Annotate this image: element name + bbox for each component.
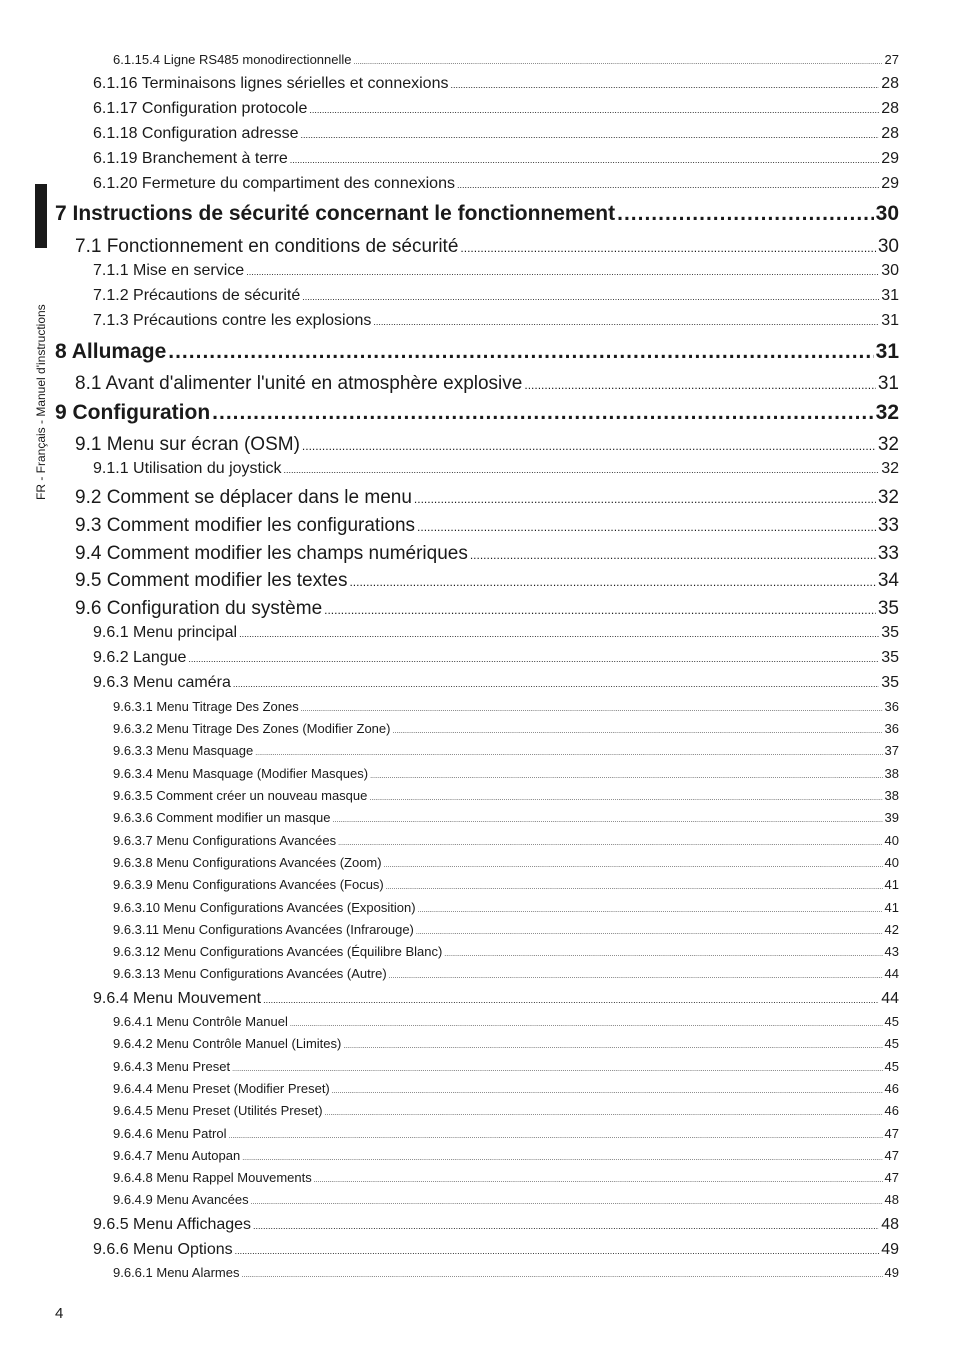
toc-entry-title: 9.6.3.6 Comment modifier un masque — [113, 810, 331, 825]
toc-entry-level-4[interactable] — [113, 1059, 899, 1074]
toc-entry-page: 32 — [877, 487, 899, 508]
toc-leader-dots — [255, 743, 882, 758]
toc-leader-dots — [325, 1103, 883, 1118]
toc-entry-level-2[interactable] — [75, 543, 899, 565]
toc-entry-level-3[interactable] — [93, 624, 899, 642]
toc-entry-title: 9.6.1 Menu principal — [93, 624, 238, 641]
toc-leader-dots — [332, 1081, 883, 1096]
toc-entry-title: 7.1.1 Mise en service — [93, 262, 245, 279]
toc-entry-level-4[interactable] — [113, 1014, 899, 1029]
toc-entry-page: 35 — [881, 624, 899, 641]
toc-entry-level-4[interactable] — [113, 721, 899, 736]
toc-entry-title: 9.6.3.10 Menu Configurations Avancées (Exposition) — [113, 900, 416, 915]
toc-entry-title: 9.6.3.12 Menu Configurations Avancées (Équilibre Blanc) — [113, 944, 443, 959]
toc-entry-title: 8.1 Avant d'alimenter l'unité en atmosphère explosive — [75, 373, 523, 394]
toc-entry-page: 48 — [881, 1216, 899, 1233]
toc-leader-dots — [239, 624, 879, 642]
toc-entry-title: 9.6.3.1 Menu Titrage Des Zones — [113, 699, 299, 714]
toc-leader-dots — [290, 1014, 883, 1029]
toc-entry-level-4[interactable] — [113, 833, 899, 848]
toc-entry-level-4[interactable] — [113, 944, 899, 959]
toc-leader-dots — [416, 922, 883, 937]
toc-entry-title: 9.6.4 Menu Mouvement — [93, 990, 262, 1007]
toc-entry-page: 37 — [884, 743, 899, 758]
toc-entry-page: 39 — [884, 810, 899, 825]
toc-entry-level-3[interactable] — [93, 460, 899, 478]
toc-entry-page: 32 — [881, 460, 899, 477]
toc-entry-title: 9.6.3.11 Menu Configurations Avancées (Infrarouge) — [113, 922, 414, 937]
toc-entry-level-4[interactable] — [113, 810, 899, 825]
toc-entry-title: 9.6.4.4 Menu Preset (Modifier Preset) — [113, 1081, 330, 1096]
toc-entry-page: 42 — [884, 922, 899, 937]
toc-entry-level-3[interactable] — [93, 287, 899, 305]
toc-entry-level-4[interactable] — [113, 877, 899, 892]
toc-entry-page: 41 — [884, 900, 899, 915]
toc-entry-page: 29 — [881, 150, 899, 167]
toc-entry-title: 9.6.4.8 Menu Rappel Mouvements — [113, 1170, 312, 1185]
toc-entry-title: 7 Instructions de sécurité concernant le fonctionnement — [55, 202, 616, 225]
toc-leader-dots — [460, 236, 875, 258]
toc-entry-page: 28 — [881, 125, 899, 142]
toc-entry-page: 47 — [884, 1148, 899, 1163]
toc-leader-dots — [470, 543, 876, 565]
toc-entry-level-3[interactable] — [93, 1241, 899, 1259]
toc-entry-title: 7.1.2 Précautions de sécurité — [93, 287, 301, 304]
toc-entry-level-3[interactable] — [93, 312, 899, 330]
toc-entry-level-3[interactable] — [93, 674, 899, 692]
toc-entry-page: 38 — [884, 788, 899, 803]
toc-entry-page: 45 — [884, 1036, 899, 1051]
toc-entry-title: 9.6 Configuration du système — [75, 598, 323, 619]
toc-entry-page: 40 — [884, 855, 899, 870]
toc-entry-page: 32 — [875, 401, 899, 424]
toc-leader-dots — [302, 434, 876, 456]
toc-entry-page: 30 — [875, 202, 899, 225]
toc-entry-page: 33 — [877, 543, 899, 564]
toc-entry-level-1[interactable] — [55, 401, 899, 425]
section-marker-bar — [35, 184, 47, 248]
toc-entry-level-3[interactable] — [93, 990, 899, 1008]
toc-leader-dots — [302, 287, 879, 305]
toc-entry-title: 9.6.3.4 Menu Masquage (Modifier Masques) — [113, 766, 369, 781]
toc-entry-page: 29 — [881, 175, 899, 192]
toc-entry-level-3[interactable] — [93, 175, 899, 193]
toc-entry-title: 9.6.3.5 Comment créer un nouveau masque — [113, 788, 368, 803]
toc-entry-page: 31 — [875, 340, 899, 363]
toc-leader-dots — [389, 966, 883, 981]
toc-leader-dots — [232, 1059, 882, 1074]
toc-entry-level-2[interactable] — [75, 373, 899, 395]
toc-leader-dots — [349, 570, 875, 592]
toc-leader-dots — [246, 262, 879, 280]
toc-entry-page: 28 — [881, 100, 899, 117]
toc-entry-title: 9.6.3 Menu caméra — [93, 674, 231, 691]
toc-entry-page: 31 — [881, 312, 899, 329]
toc-entry-page: 46 — [884, 1081, 899, 1096]
toc-entry-page: 30 — [877, 236, 899, 257]
toc-leader-dots — [168, 340, 873, 364]
toc-leader-dots — [617, 202, 874, 226]
toc-entry-level-4[interactable] — [113, 788, 899, 803]
toc-entry-title: 7.1.3 Précautions contre les explosions — [93, 312, 372, 329]
toc-entry-level-4[interactable] — [113, 1081, 899, 1096]
toc-entry-level-3[interactable] — [93, 649, 899, 667]
toc-leader-dots — [188, 649, 879, 667]
toc-leader-dots — [300, 125, 879, 143]
toc-entry-title: 6.1.15.4 Ligne RS485 monodirectionnelle — [113, 52, 352, 67]
toc-leader-dots — [251, 1192, 883, 1207]
toc-entry-page: 45 — [884, 1014, 899, 1029]
toc-leader-dots — [392, 721, 882, 736]
toc-entry-title: 9.6.3.2 Menu Titrage Des Zones (Modifier Zone) — [113, 721, 391, 736]
toc-entry-level-4[interactable] — [113, 699, 899, 714]
toc-leader-dots — [369, 788, 882, 803]
toc-entry-title: 9.6.3.3 Menu Masquage — [113, 743, 254, 758]
toc-entry-level-2[interactable] — [75, 515, 899, 537]
toc-entry-level-4[interactable] — [113, 900, 899, 915]
toc-entry-page: 36 — [884, 721, 899, 736]
toc-entry-title: 9.1.1 Utilisation du joystick — [93, 460, 282, 477]
toc-entry-level-4[interactable] — [113, 1170, 899, 1185]
toc-entry-title: 9.6.3.7 Menu Configurations Avancées — [113, 833, 337, 848]
toc-entry-title: 9.6.4.7 Menu Autopan — [113, 1148, 241, 1163]
toc-leader-dots — [241, 1265, 882, 1280]
toc-leader-dots — [384, 855, 883, 870]
toc-leader-dots — [235, 1241, 880, 1259]
toc-entry-level-3[interactable] — [93, 1216, 899, 1234]
toc-entry-page: 32 — [877, 434, 899, 455]
toc-entry-level-2[interactable] — [75, 434, 899, 456]
toc-leader-dots — [418, 900, 883, 915]
toc-entry-level-2[interactable] — [75, 236, 899, 258]
toc-entry-page: 28 — [881, 75, 899, 92]
toc-entry-level-3[interactable] — [93, 125, 899, 143]
toc-leader-dots — [253, 1216, 879, 1234]
toc-leader-dots — [301, 699, 883, 714]
toc-entry-page: 48 — [884, 1192, 899, 1207]
toc-leader-dots — [373, 312, 879, 330]
toc-entry-title: 9.6.2 Langue — [93, 649, 187, 666]
toc-leader-dots — [338, 833, 882, 848]
toc-entry-level-4[interactable] — [113, 1148, 899, 1163]
page-number: 4 — [55, 1305, 64, 1322]
toc-leader-dots — [354, 52, 883, 67]
toc-entry-level-4[interactable] — [113, 855, 899, 870]
toc-entry-title: 9.2 Comment se déplacer dans le menu — [75, 487, 412, 508]
toc-entry-level-4[interactable] — [113, 1036, 899, 1051]
toc-entry-level-4[interactable] — [113, 922, 899, 937]
toc-entry-page: 35 — [881, 674, 899, 691]
toc-entry-title: 9.6.3.8 Menu Configurations Avancées (Zoom) — [113, 855, 382, 870]
toc-entry-title: 9.4 Comment modifier les champs numériques — [75, 543, 468, 564]
toc-leader-dots — [343, 1036, 882, 1051]
toc-entry-level-1[interactable] — [55, 340, 899, 364]
toc-leader-dots — [333, 810, 883, 825]
toc-entry-title: 9.3 Comment modifier les configurations — [75, 515, 416, 536]
toc-entry-page: 43 — [884, 944, 899, 959]
toc-entry-level-3[interactable] — [93, 100, 899, 118]
toc-entry-title: 8 Allumage — [55, 340, 167, 363]
toc-leader-dots — [370, 766, 882, 781]
toc-entry-title: 6.1.19 Branchement à terre — [93, 150, 288, 167]
toc-leader-dots — [242, 1148, 882, 1163]
toc-entry-level-4[interactable] — [113, 52, 899, 67]
toc-entry-page: 49 — [884, 1265, 899, 1280]
toc-leader-dots — [386, 877, 883, 892]
toc-leader-dots — [457, 175, 879, 193]
toc-entry-level-4[interactable] — [113, 966, 899, 981]
toc-entry-level-1[interactable] — [55, 202, 899, 226]
toc-entry-level-2[interactable] — [75, 598, 899, 620]
toc-entry-title: 6.1.16 Terminaisons lignes sérielles et connexions — [93, 75, 449, 92]
toc-entry-page: 36 — [884, 699, 899, 714]
toc-entry-title: 7.1 Fonctionnement en conditions de sécurité — [75, 236, 459, 257]
side-language-label: FR - Français - Manuel d'instructions — [34, 304, 48, 500]
toc-entry-page: 45 — [884, 1059, 899, 1074]
toc-leader-dots — [450, 75, 879, 93]
toc-entry-title: 9.6.3.13 Menu Configurations Avancées (Autre) — [113, 966, 387, 981]
toc-entry-title: 9.5 Comment modifier les textes — [75, 570, 348, 591]
toc-entry-page: 47 — [884, 1126, 899, 1141]
toc-entry-title: 9.6.4.6 Menu Patrol — [113, 1126, 227, 1141]
toc-leader-dots — [309, 100, 879, 118]
toc-leader-dots — [290, 150, 879, 168]
toc-leader-dots — [314, 1170, 883, 1185]
toc-entry-title: 9.6.4.1 Menu Contrôle Manuel — [113, 1014, 288, 1029]
toc-leader-dots — [228, 1126, 882, 1141]
toc-entry-level-2[interactable] — [75, 570, 899, 592]
toc-leader-dots — [263, 990, 879, 1008]
toc-entry-title: 9.6.3.9 Menu Configurations Avancées (Focus) — [113, 877, 384, 892]
toc-entry-title: 9.6.6.1 Menu Alarmes — [113, 1265, 240, 1280]
toc-entry-level-2[interactable] — [75, 487, 899, 509]
toc-leader-dots — [233, 674, 879, 692]
toc-entry-level-4[interactable] — [113, 1103, 899, 1118]
toc-entry-page: 47 — [884, 1170, 899, 1185]
toc-entry-page: 35 — [881, 649, 899, 666]
toc-entry-page: 46 — [884, 1103, 899, 1118]
toc-leader-dots — [414, 487, 876, 509]
toc-entry-page: 44 — [884, 966, 899, 981]
toc-entry-page: 31 — [881, 287, 899, 304]
toc-entry-level-3[interactable] — [93, 75, 899, 93]
toc-entry-level-4[interactable] — [113, 1265, 899, 1280]
toc-entry-level-4[interactable] — [113, 1126, 899, 1141]
toc-entry-title: 6.1.20 Fermeture du compartiment des connexions — [93, 175, 455, 192]
toc-entry-title: 6.1.18 Configuration adresse — [93, 125, 299, 142]
toc-leader-dots — [284, 460, 880, 478]
toc-entry-page: 27 — [884, 52, 899, 67]
toc-entry-page: 40 — [884, 833, 899, 848]
toc-entry-title: 9.1 Menu sur écran (OSM) — [75, 434, 300, 455]
toc-entry-level-4[interactable] — [113, 1192, 899, 1207]
toc-entry-page: 30 — [881, 262, 899, 279]
toc-entry-page: 33 — [877, 515, 899, 536]
toc-leader-dots — [417, 515, 876, 537]
toc-entry-level-3[interactable] — [93, 150, 899, 168]
toc-entry-page: 44 — [881, 990, 899, 1007]
toc-leader-dots — [324, 598, 876, 620]
toc-entry-title: 9.6.4.9 Menu Avancées — [113, 1192, 249, 1207]
toc-entry-level-3[interactable] — [93, 262, 899, 280]
toc-entry-page: 49 — [881, 1241, 899, 1258]
toc-entry-level-4[interactable] — [113, 743, 899, 758]
toc-entry-title: 9.6.4.2 Menu Contrôle Manuel (Limites) — [113, 1036, 342, 1051]
toc-entry-title: 9.6.6 Menu Options — [93, 1241, 233, 1258]
toc-entry-title: 9.6.5 Menu Affichages — [93, 1216, 252, 1233]
toc-entry-level-4[interactable] — [113, 766, 899, 781]
toc-leader-dots — [524, 373, 876, 395]
toc-entry-page: 34 — [877, 570, 899, 591]
toc-entry-page: 31 — [877, 373, 899, 394]
toc-entry-title: 9.6.4.3 Menu Preset — [113, 1059, 231, 1074]
toc-entry-title: 6.1.17 Configuration protocole — [93, 100, 308, 117]
toc-leader-dots — [444, 944, 882, 959]
toc-entry-page: 41 — [884, 877, 899, 892]
toc-leader-dots — [212, 401, 873, 425]
toc-entry-page: 38 — [884, 766, 899, 781]
toc-entry-title: 9.6.4.5 Menu Preset (Utilités Preset) — [113, 1103, 323, 1118]
toc-entry-title: 9 Configuration — [55, 401, 211, 424]
toc-entry-page: 35 — [877, 598, 899, 619]
